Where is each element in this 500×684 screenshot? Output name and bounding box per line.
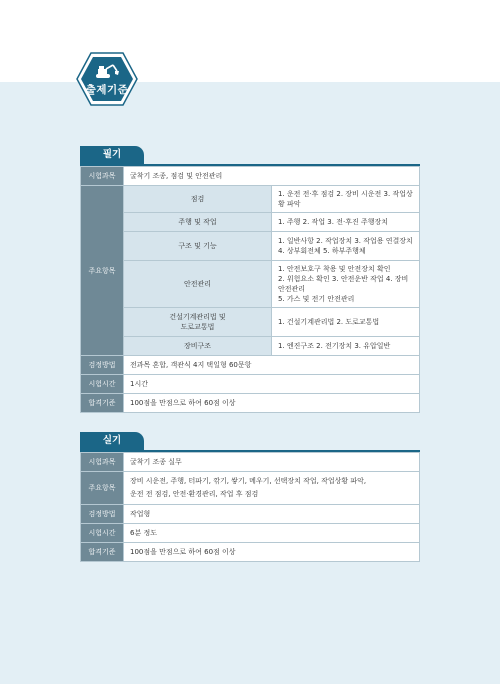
table-row: [81, 261, 420, 308]
row-label: 시험시간: [81, 375, 124, 394]
row-label: 검정방법: [81, 356, 124, 375]
row-label: 주요항목: [81, 472, 124, 505]
practical-exam-section: [80, 432, 420, 562]
table-row: [81, 337, 420, 356]
table-row: [81, 375, 420, 394]
row-label: 합격기준: [81, 543, 124, 562]
practical-criteria-table: [80, 452, 420, 562]
table-row: [81, 186, 420, 213]
pass-value: 100점을 만점으로 하여 60점 이상: [124, 543, 420, 562]
item-name: 건설기계관리법 및 도로교통법: [124, 308, 272, 337]
item-name: 안전관리: [124, 261, 272, 308]
table-row: [81, 505, 420, 524]
written-criteria-table: [80, 166, 420, 413]
written-exam-section: [80, 146, 420, 413]
main-items-value: 장비 시운전, 주행, 터파기, 깎기, 쌓기, 메우기, 선택장치 작업, 작업상황 파악, 운전 전 점검, 안전·환경관리, 작업 후 점검: [124, 472, 420, 505]
time-value: 6분 정도: [124, 524, 420, 543]
table-row: [81, 524, 420, 543]
excavator-icon: [94, 63, 120, 79]
written-section-tab: [80, 146, 144, 164]
item-detail: 1. 주행 2. 작업 3. 전·후진 주행장치: [272, 213, 420, 232]
table-row: [81, 472, 420, 505]
item-name: 구조 및 기능: [124, 232, 272, 261]
item-detail: 1. 엔진구조 2. 전기장치 3. 유압일반: [272, 337, 420, 356]
practical-section-title: 실기: [102, 435, 122, 446]
hexagon-badge-shape: [76, 52, 138, 106]
row-label: 검정방법: [81, 505, 124, 524]
item-detail: 1. 안전보호구 착용 및 안전장치 확인 2. 위험요소 확인 3. 안전운반 작업 4. 장비 안전관리 5. 가스 및 전기 안전관리: [272, 261, 420, 308]
item-name: 장비구조: [124, 337, 272, 356]
item-detail: 1. 운전 전·후 점검 2. 장비 시운전 3. 작업상황 파악: [272, 186, 420, 213]
row-label: 시험과목: [81, 167, 124, 186]
subject-value: 굴착기 조종, 점검 및 안전관리: [124, 167, 420, 186]
practical-section-tab: [80, 432, 144, 450]
row-label: 시험과목: [81, 453, 124, 472]
table-row: [81, 167, 420, 186]
item-detail: 1. 일반사항 2. 작업장치 3. 작업용 연결장치 4. 상부회전체 5. 하부주행체: [272, 232, 420, 261]
row-label: 주요항목: [81, 186, 124, 356]
item-detail: 1. 건설기계관리법 2. 도로교통법: [272, 308, 420, 337]
subject-value: 굴착기 조종 실무: [124, 453, 420, 472]
table-row: [81, 394, 420, 413]
table-row: [81, 453, 420, 472]
time-value: 1시간: [124, 375, 420, 394]
item-name: 주행 및 작업: [124, 213, 272, 232]
table-row: [81, 543, 420, 562]
row-label: 합격기준: [81, 394, 124, 413]
written-section-title: 필기: [102, 149, 122, 160]
table-row: [81, 308, 420, 337]
item-name: 점검: [124, 186, 272, 213]
method-value: 작업형: [124, 505, 420, 524]
exam-criteria-badge: [76, 52, 138, 106]
method-value: 전과목 혼합, 객관식 4지 택일형 60문항: [124, 356, 420, 375]
table-row: [81, 213, 420, 232]
pass-value: 100점을 만점으로 하여 60점 이상: [124, 394, 420, 413]
row-label: 시험시간: [81, 524, 124, 543]
badge-label: 출제기준: [85, 84, 129, 96]
table-row: [81, 232, 420, 261]
table-row: [81, 356, 420, 375]
